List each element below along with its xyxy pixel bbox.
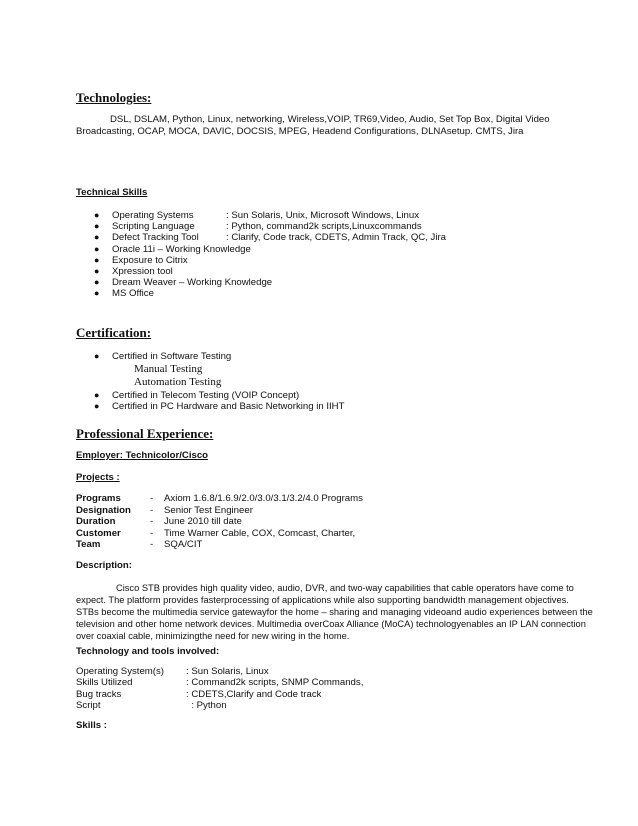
skill-item: ● Dream Weaver – Working Knowledge — [94, 277, 273, 289]
experience-heading: Professional Experience: — [76, 426, 214, 441]
skill-item: ● Operating Systems : Sun Solaris, Unix, Microsoft Windows, Linux — [94, 210, 420, 221]
bullet-icon: ● — [94, 254, 100, 265]
description-label: Description: — [76, 560, 132, 571]
skill-item: ● Scripting Language : Python, command2k scripts,Linuxcommands — [94, 221, 422, 233]
certification-heading: Certification: — [76, 325, 152, 340]
technical-skills-list — [94, 210, 446, 300]
skill-item: ● MS Office — [94, 288, 154, 300]
technologies-heading: Technologies: — [76, 90, 152, 105]
skill-item: ● Oracle 11i – Working Knowledge — [94, 243, 251, 255]
project-field-row: Team - SQA/CIT — [76, 539, 203, 551]
project-fields — [76, 493, 363, 551]
skill-item: ● Xpression tool — [94, 265, 173, 277]
technologies-line-1: DSL, DSLAM, Python, Linux, networking, Wireless,VOIP, TR69,Video, Audio, Set Top Box, Digital Video — [110, 114, 550, 125]
tools-label: Technology and tools involved: — [76, 646, 220, 657]
project-field-row: Programs - Axiom 1.6.8/1.6.9/2.0/3.0/3.1/3.2/4.0 Programs — [76, 493, 363, 504]
technical-skills-heading: Technical Skills — [76, 187, 148, 198]
certification-item: ● Certified in PC Hardware and Basic Networking in IIHT — [94, 401, 345, 413]
bullet-icon: ● — [94, 221, 100, 232]
description-line: television and other home network devices. Multimedia overCoax Alliance (MoCA) technologyenables an IP LAN connection — [76, 619, 586, 629]
skills-label: Skills : — [76, 720, 107, 731]
tool-row: Script : Python — [76, 700, 227, 712]
bullet-icon: ● — [94, 351, 100, 361]
project-field-row: Designation - Senior Test Engineer — [76, 504, 253, 516]
bullet-icon: ● — [94, 210, 100, 220]
description-line: expect. The platform provides fasterprocessing of applications while also supporting bandwidth management objectives. — [76, 595, 569, 605]
tools-list — [76, 666, 363, 712]
certification-item: ● Certified in Software Testing — [94, 351, 232, 362]
bullet-icon: ● — [94, 232, 100, 243]
description-line: over coaxial cable, minimizingthe need for new wiring in the home. — [76, 631, 350, 641]
description-text — [76, 582, 616, 642]
bullet-icon: ● — [94, 265, 100, 276]
description-line: Cisco STB provides high quality video, audio, DVR, and two-way capabilities that cable operators have come to — [116, 583, 574, 593]
employer-label: Employer: Technicolor/Cisco — [76, 450, 209, 461]
tool-row: Skills Utilized : Command2k scripts, SNMP Commands, — [76, 677, 364, 689]
skill-item: ● Defect Tracking Tool : Clarify, Code track, CDETS, Admin Track, QC, Jira — [94, 232, 446, 244]
bullet-icon: ● — [94, 390, 100, 400]
technologies-line-2: Broadcasting, OCAP, MOCA, DAVIC, DOCSIS, MPEG, Headend Configurations, DLNAsetup. CMTS, Jira — [76, 126, 524, 137]
technologies-text — [76, 114, 576, 138]
certification-sub-automation: Automation Testing — [134, 376, 222, 388]
project-field-row: Customer - Time Warner Cable, COX, Comcast, Charter, — [76, 527, 356, 539]
projects-label: Projects : — [76, 472, 120, 483]
project-field-row: Duration - June 2010 till date — [76, 516, 242, 528]
bullet-icon: ● — [94, 288, 100, 299]
skill-item: ● Exposure to Citrix — [94, 254, 188, 266]
tool-row: Bug tracks : CDETS,Clarify and Code track — [76, 688, 322, 700]
certification-list-2 — [94, 390, 345, 413]
certification-sub-manual: Manual Testing — [134, 363, 203, 375]
certification-list-1 — [94, 351, 232, 362]
bullet-icon: ● — [94, 401, 100, 412]
certification-item: ● Certified in Telecom Testing (VOIP Concept) — [94, 390, 300, 401]
bullet-icon: ● — [94, 277, 100, 288]
tool-row: Operating System(s) : Sun Solaris, Linux — [76, 666, 269, 677]
description-line: STBs become the multimedia service gatewayfor the home – sharing and managing videoand audio experiences between the — [76, 607, 593, 617]
bullet-icon: ● — [94, 243, 100, 254]
